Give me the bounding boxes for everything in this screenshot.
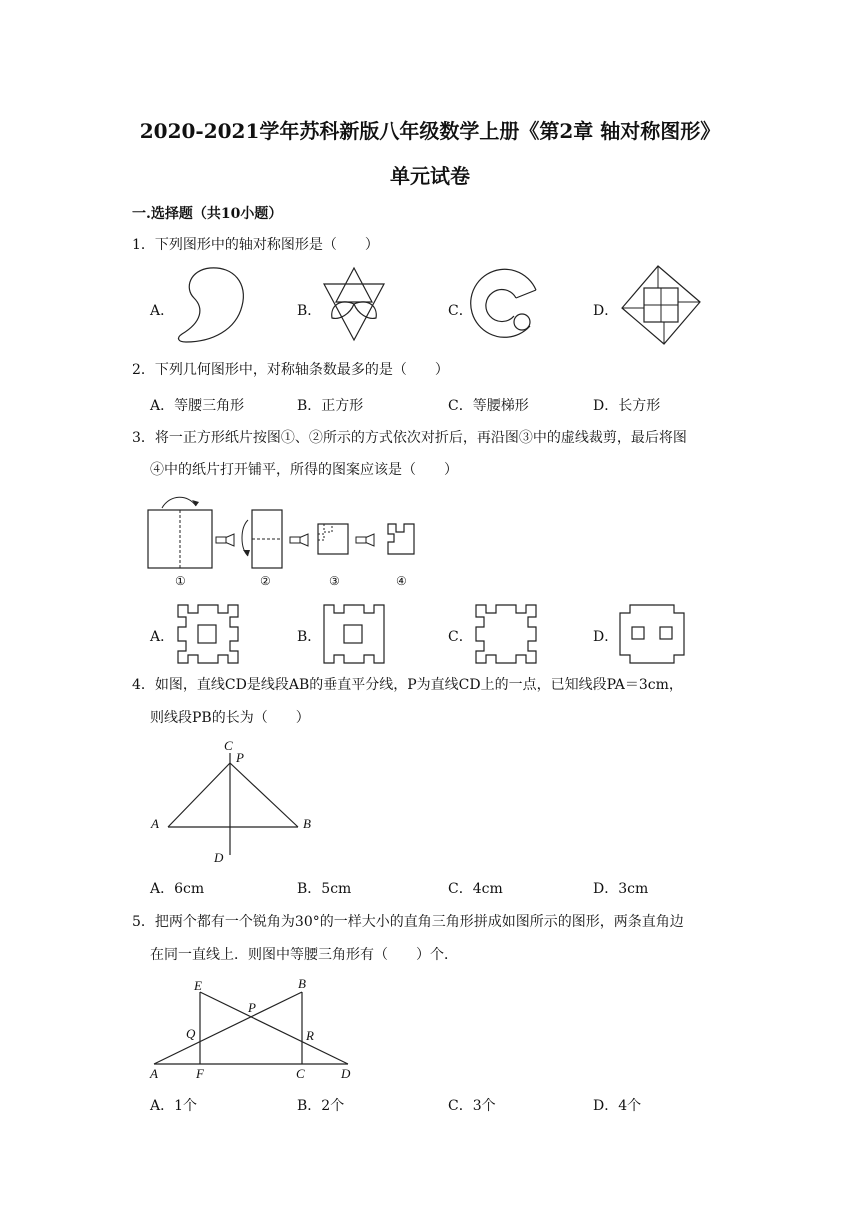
q1-figure-d-pinwheel-square <box>618 262 704 348</box>
q4-label-d: D <box>214 850 224 865</box>
q5-option-b: B．2个 <box>297 1098 345 1114</box>
q4-option-a: A．6cm <box>150 881 205 897</box>
q1-option-b-label: B． <box>297 303 322 319</box>
question-1-text: 1．下列图形中的轴对称图形是（ ） <box>132 237 379 253</box>
q5-label-q: Q <box>186 1026 196 1041</box>
q3-option-b-label: B． <box>297 629 322 645</box>
q5-label-d: D <box>341 1066 351 1081</box>
section-header: 一.选择题（共10小题） <box>132 206 283 222</box>
q3-folding-process-figure <box>148 490 418 590</box>
q4-label-c: C <box>224 738 233 753</box>
q1-option-a-label: A． <box>150 303 175 319</box>
q5-label-e: E <box>194 978 202 993</box>
q4-option-d: D．3cm <box>593 881 649 897</box>
q5-label-p: P <box>248 1000 256 1015</box>
q1-figure-b-star-shape <box>318 262 390 346</box>
q3-figure-a-cutout-pattern <box>176 603 242 665</box>
q5-label-c: C <box>296 1066 305 1081</box>
q3-step-label-4: ④ <box>396 574 407 588</box>
q5-label-f: F <box>196 1066 204 1081</box>
q5-option-d: D．4个 <box>593 1098 642 1114</box>
q4-option-c: C．4cm <box>448 881 503 897</box>
q5-two-triangles-figure <box>148 978 358 1078</box>
question-4-text-line2: 则线段PB的长为（ ） <box>150 710 310 726</box>
q4-label-b: B <box>303 816 311 831</box>
question-3-text-line2: ④中的纸片打开铺平，所得的图案应该是（ ） <box>150 462 458 478</box>
q2-option-d: D．长方形 <box>593 398 661 414</box>
q1-option-c-label: C． <box>448 303 473 319</box>
q1-figure-c-ring-shape <box>470 262 550 346</box>
q3-step-label-1: ① <box>175 574 186 588</box>
question-5-text-line1: 5．把两个都有一个锐角为30°的一样大小的直角三角形拼成如图所示的图形，两条直角边 <box>132 914 684 930</box>
q5-label-r: R <box>306 1028 314 1043</box>
q5-label-b: B <box>298 976 306 991</box>
q3-option-a-label: A． <box>150 629 175 645</box>
document-title-line2: 单元试卷 <box>390 164 470 188</box>
q2-option-a: A．等腰三角形 <box>150 398 245 414</box>
q3-figure-b-cutout-pattern <box>322 603 388 665</box>
q3-figure-d-cutout-pattern <box>618 603 688 665</box>
q5-option-c: C．3个 <box>448 1098 496 1114</box>
q1-figure-a-comma-shape <box>172 262 252 346</box>
question-2-text: 2．下列几何图形中，对称轴条数最多的是（ ） <box>132 362 449 378</box>
q3-option-d-label: D． <box>593 629 619 645</box>
q3-figure-c-cutout-pattern <box>474 603 540 665</box>
q1-option-d-label: D． <box>593 303 619 319</box>
q4-option-b: B．5cm <box>297 881 352 897</box>
q3-step-label-3: ③ <box>329 574 340 588</box>
question-4-text-line1: 4．如图，直线CD是线段AB的垂直平分线，P为直线CD上的一点，已知线段PA＝3cm， <box>132 677 683 693</box>
q2-option-b: B．正方形 <box>297 398 364 414</box>
q4-label-a: A <box>151 816 159 831</box>
q5-option-a: A．1个 <box>150 1098 198 1114</box>
q5-label-a: A <box>150 1066 158 1081</box>
question-5-text-line2: 在同一直线上．则图中等腰三角形有（ ）个． <box>150 947 458 963</box>
q3-option-c-label: C． <box>448 629 473 645</box>
q4-label-p: P <box>236 750 244 765</box>
question-3-text-line1: 3．将一正方形纸片按图①、②所示的方式依次对折后，再沿图③中的虚线裁剪，最后将图 <box>132 430 687 446</box>
q3-step-label-2: ② <box>260 574 271 588</box>
document-title-line1: 2020-2021学年苏科新版八年级数学上册《第2章 轴对称图形》 <box>139 119 721 143</box>
q2-option-c: C．等腰梯形 <box>448 398 529 414</box>
